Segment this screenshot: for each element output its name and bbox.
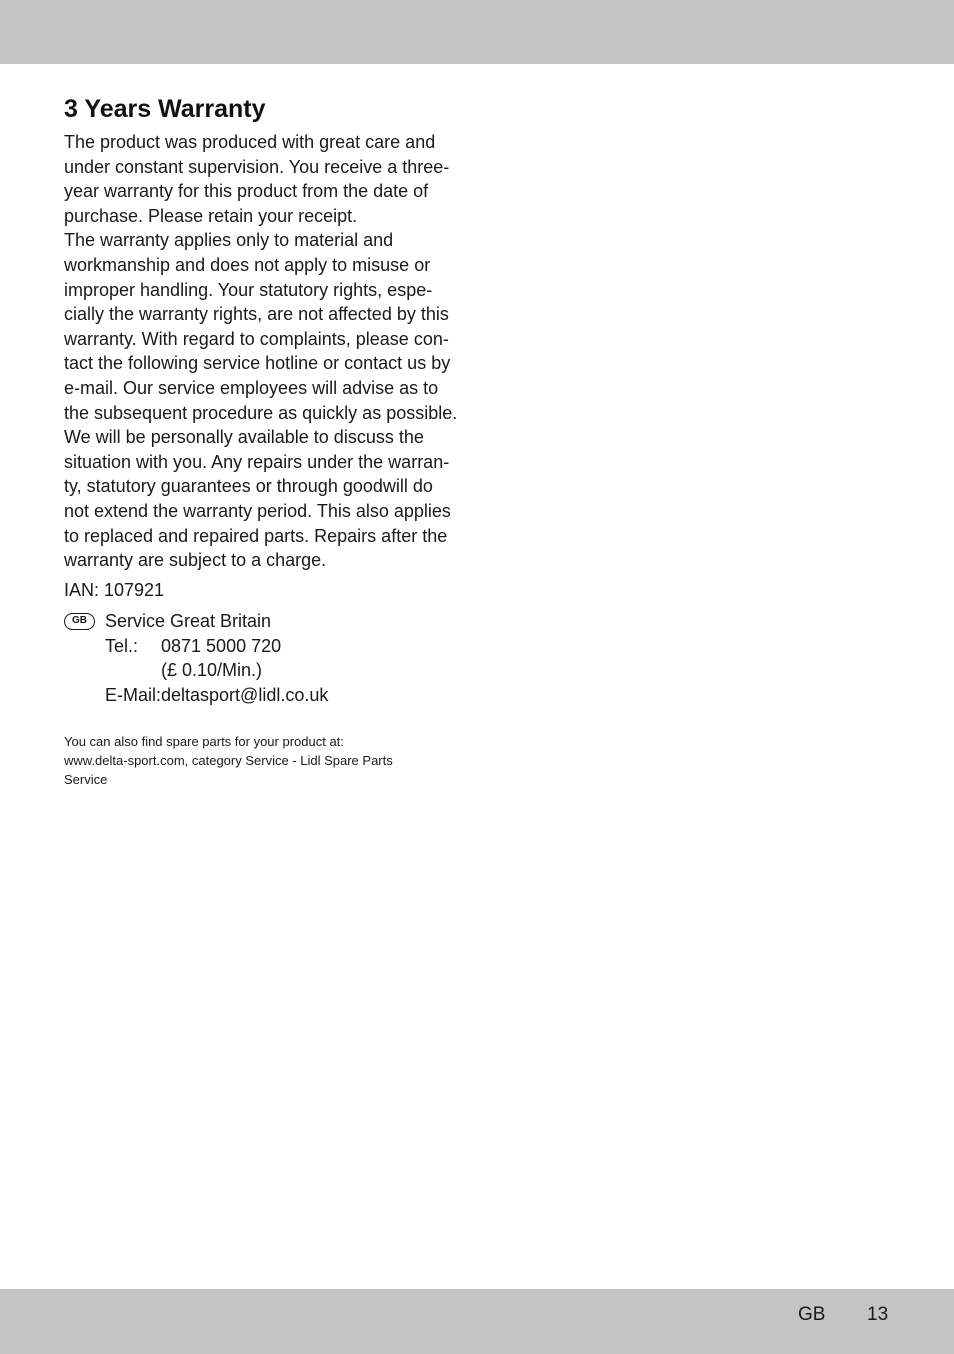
body-line: warranty. With regard to complaints, please con- (64, 328, 449, 349)
body-line: situation with you. Any repairs under the warran- (64, 451, 450, 472)
body-line: workmanship and does not apply to misuse or (64, 254, 431, 275)
body-line: The product was produced with great care and (64, 132, 436, 152)
body-line: not extend the warranty period. This also applies (64, 500, 451, 521)
tel-rate-row (105, 658, 328, 683)
body-line: The warranty applies only to material and (64, 230, 394, 251)
ian-number: IAN: 107921 (64, 580, 165, 600)
footer-language: GB (798, 1304, 826, 1325)
body-line: improper handling. Your statutory rights, espe- (64, 279, 433, 300)
service-contact (105, 609, 328, 707)
body-line: under constant supervision. You receive a three- (64, 156, 450, 177)
spare-parts-line: You can also find spare parts for your product at: (64, 734, 344, 749)
body-line: the subsequent procedure as quickly as possible. (64, 402, 458, 423)
warranty-body (64, 130, 456, 573)
body-line: e-mail. Our service employees will advise as to (64, 377, 439, 398)
body-line: tact the following service hotline or contact us by (64, 353, 451, 374)
body-line: year warranty for this product from the date of (64, 181, 429, 202)
service-name: Service Great Britain (105, 611, 272, 631)
email-address: E-Mail:deltasport@lidl.co.uk (105, 684, 329, 705)
tel-number: 0871 5000 720 (161, 635, 282, 656)
body-line: We will be personally available to discuss the (64, 427, 424, 448)
tel-row (105, 634, 328, 659)
country-badge-icon: GB (64, 613, 95, 630)
body-line: to replaced and repaired parts. Repairs after the (64, 525, 448, 546)
body-line: cially the warranty rights, are not affected by this (64, 304, 449, 325)
spare-parts-line: www.delta-sport.com, category Service - Lidl Spare Parts (64, 753, 393, 768)
spare-parts-note (64, 732, 393, 789)
tel-rate: (£ 0.10/Min.) (161, 660, 263, 681)
page-number: 13 (867, 1304, 889, 1325)
header-bar (0, 0, 954, 64)
tel-label: Tel.: (105, 635, 139, 656)
body-line: warranty are subject to a charge. (64, 550, 327, 571)
body-line: ty, statutory guarantees or through goodwill do (64, 476, 433, 497)
body-line: purchase. Please retain your receipt. (64, 205, 358, 226)
spare-parts-line: Service (64, 772, 108, 787)
page-title: 3 Years Warranty (64, 95, 266, 123)
